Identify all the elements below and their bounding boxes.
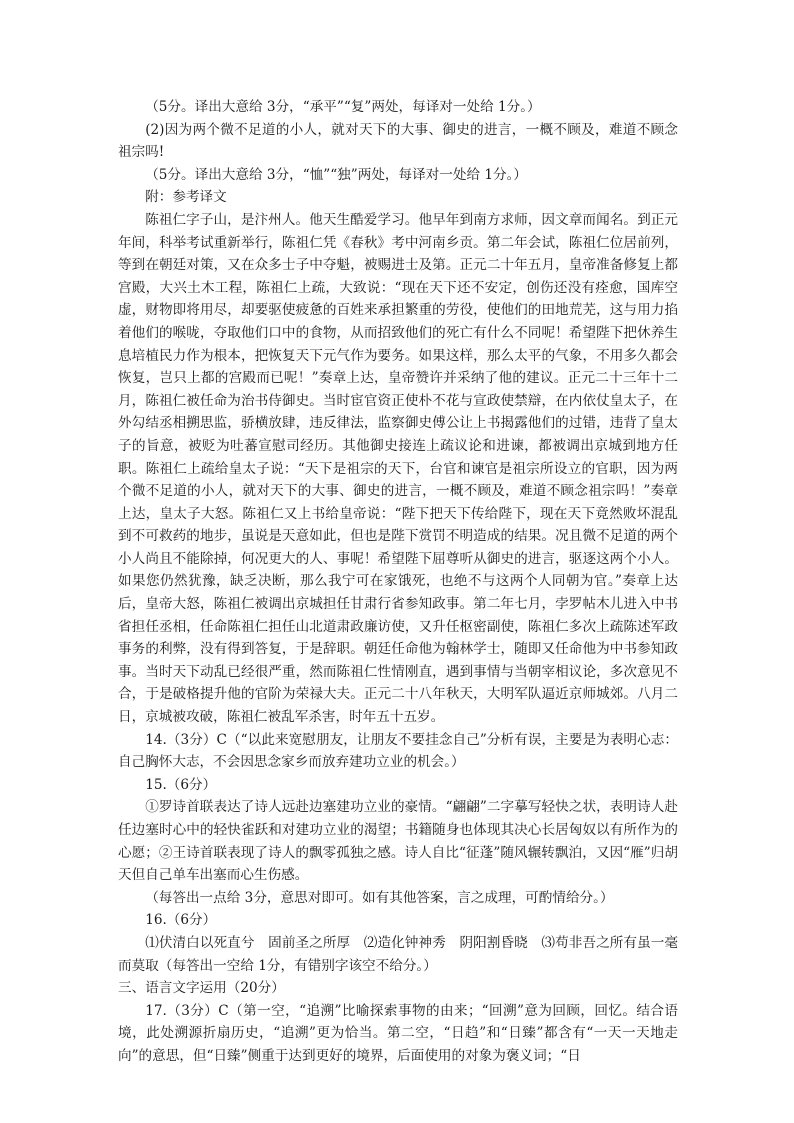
q14-answer: 14.（3分）C（“以此来宽慰朋友，让朋友不要挂念自己”分析有误，主要是为表明心志：自己胸怀大志，不会因思念家乡而放弃建功立业的机会。） xyxy=(118,731,678,771)
q15-scoring-note: （每答出一点给 3分，意思对即可。如有其他答案，言之成理，可酌情给分。） xyxy=(145,889,614,906)
q16-heading: 16.（6分） xyxy=(145,912,217,929)
q15-answer: ①罗诗首联表达了诗人远赴边塞建功立业的豪情。“翩翩”二字摹写轻快之状，表明诗人赴任边塞时心中的轻快雀跃和对建功立业的渴望；书籍随身也体现其决心长居匈奴以有所作为的心愿；②王诗首联表现了诗人的飘零孤独之感。诗人自比“征蓬”随风辗转飘泊，又因“雁”归胡天但自己单车出塞而心生伤感。 xyxy=(118,799,678,884)
q16-answer: ⑴伏清白以死直兮 固前圣之所厚 ⑵造化钟神秀 阴阳割昏晓 ⑶苟非吾之所有虽一毫而莫取（每答出一空给 1分，有错别字该空不给分。） xyxy=(118,934,678,974)
q13-2-translation: (2)因为两个微不足道的小人，就对天下的大事、御史的进言，一概不顾及，难道不顾念祖宗吗! xyxy=(118,121,678,161)
reference-translation: 陈祖仁字子山，是汴州人。他天生酷爱学习。他早年到南方求师，因文章而闻名。到正元年间，科举考试重新举行，陈祖仁凭《春秋》考中河南乡贡。第二年会试，陈祖仁位居前列，等到在朝廷对策，又在众多士子中夺魁，被赐进士及第。正元二十年五月，皇帝准备修复上都宫殿，大兴土木工程，陈祖仁上疏，大致说：“现在天下还不安定，创伤还没有痊愈，国库空虚，财物即将用尽，却要驱使疲惫的百姓来承担繁重的劳役，使他们的田地荒芜，这与用力掐着他们的喉咙，夺取他们口中的食物，从而招致他们的死亡有什么不同呢！希望陛下把休养生息培植民力作为根本，把恢复天下元气作为要务。如果这样，那么太平的气象，不用多久都会恢复，岂只上都的宫殿而已呢！”奏章上达，皇帝赞许并采纳了他的建议。正元二十三年十二月，陈祖仁被任命为治书侍御史。当时宦官资正使朴不花与宣政使禁辯，在内依仗皇太子，在外勾结丞相搠思监，骄横放肆，违反律法，监察御史傅公让上书揭露他们的过错，违背了皇太子的旨意，被贬为吐蕃宣慰司经历。其他御史接连上疏议论和进谏，都被调出京城到地方任职。陈祖仁上疏给皇太子说：“天下是祖宗的天下，台官和谏官是祖宗所设立的官职，因为两个微不足道的小人，就对天下的大事、御史的进言，一概不顾及，难道不顾念祖宗吗！”奏章上达，皇太子大怒。陈祖仁又上书给皇帝说：“陛下把天下传给陛下，现在天下竟然败坏混乱到不可救药的地步，虽说是天意如此，但也是陛下赏罚不明造成的结果。况且微不足道的两个小人尚且不能除掉，何况更大的人、事呢！希望陛下屈尊听从御史的进言，驱逐这两个小人。如果您仍然犹豫，缺乏决断，那么我宁可在家饿死，也绝不与这两个人同朝为官。”奏章上达后，皇帝大怒，陈祖仁被调出京城担任甘肃行省参知政事。第二年七月，孛罗帖木儿进入中书省担任丞相，任命陈祖仁担任山北道肃政廉访使，又升任枢密副使，陈祖仁多次上疏陈述军政事务的利弊，没有得到答复，于是辞职。朝廷任命他为翰林学士，随即又任命他为中书参知政事。当时天下动乱已经很严重，然而陈祖仁性情刚直，遇到事情与当朝宰相议论，多次意见不合，于是破格提升他的官阶为荣禄大夫。正元二十八年秋天，大明军队逼近京师城郊。八月二日，京城被攻破，陈祖仁被乱军杀害，时年五十五岁。 xyxy=(118,211,678,726)
section-3-heading: 三、语言文字运用（20分） xyxy=(118,980,285,997)
appendix-heading: 附：参考译文 xyxy=(145,189,227,206)
q17-answer: 17.（3分）C（第一空，“追溯”比喻探索事物的由来；“回溯”意为回顾，回忆。结合语境，此处溯源折扇历史，“追溯”更为恰当。第二空，“日趋”和“日臻”都含有“一天一天地走向”的意思，但“日臻”侧重于达到更好的境界，后面使用的对象为褒义词；“日 xyxy=(118,1002,678,1064)
q15-heading: 15.（6分） xyxy=(145,776,217,793)
q13-1-scoring-note: （5分。译出大意给 3分，“承平”“复”两处，每译对一处给 1分。） xyxy=(145,99,541,115)
q13-2-scoring-note: （5分。译出大意给 3分，“恤”“独”两处，每译对一处给 1分。） xyxy=(145,166,528,183)
answer-page xyxy=(118,96,678,1068)
